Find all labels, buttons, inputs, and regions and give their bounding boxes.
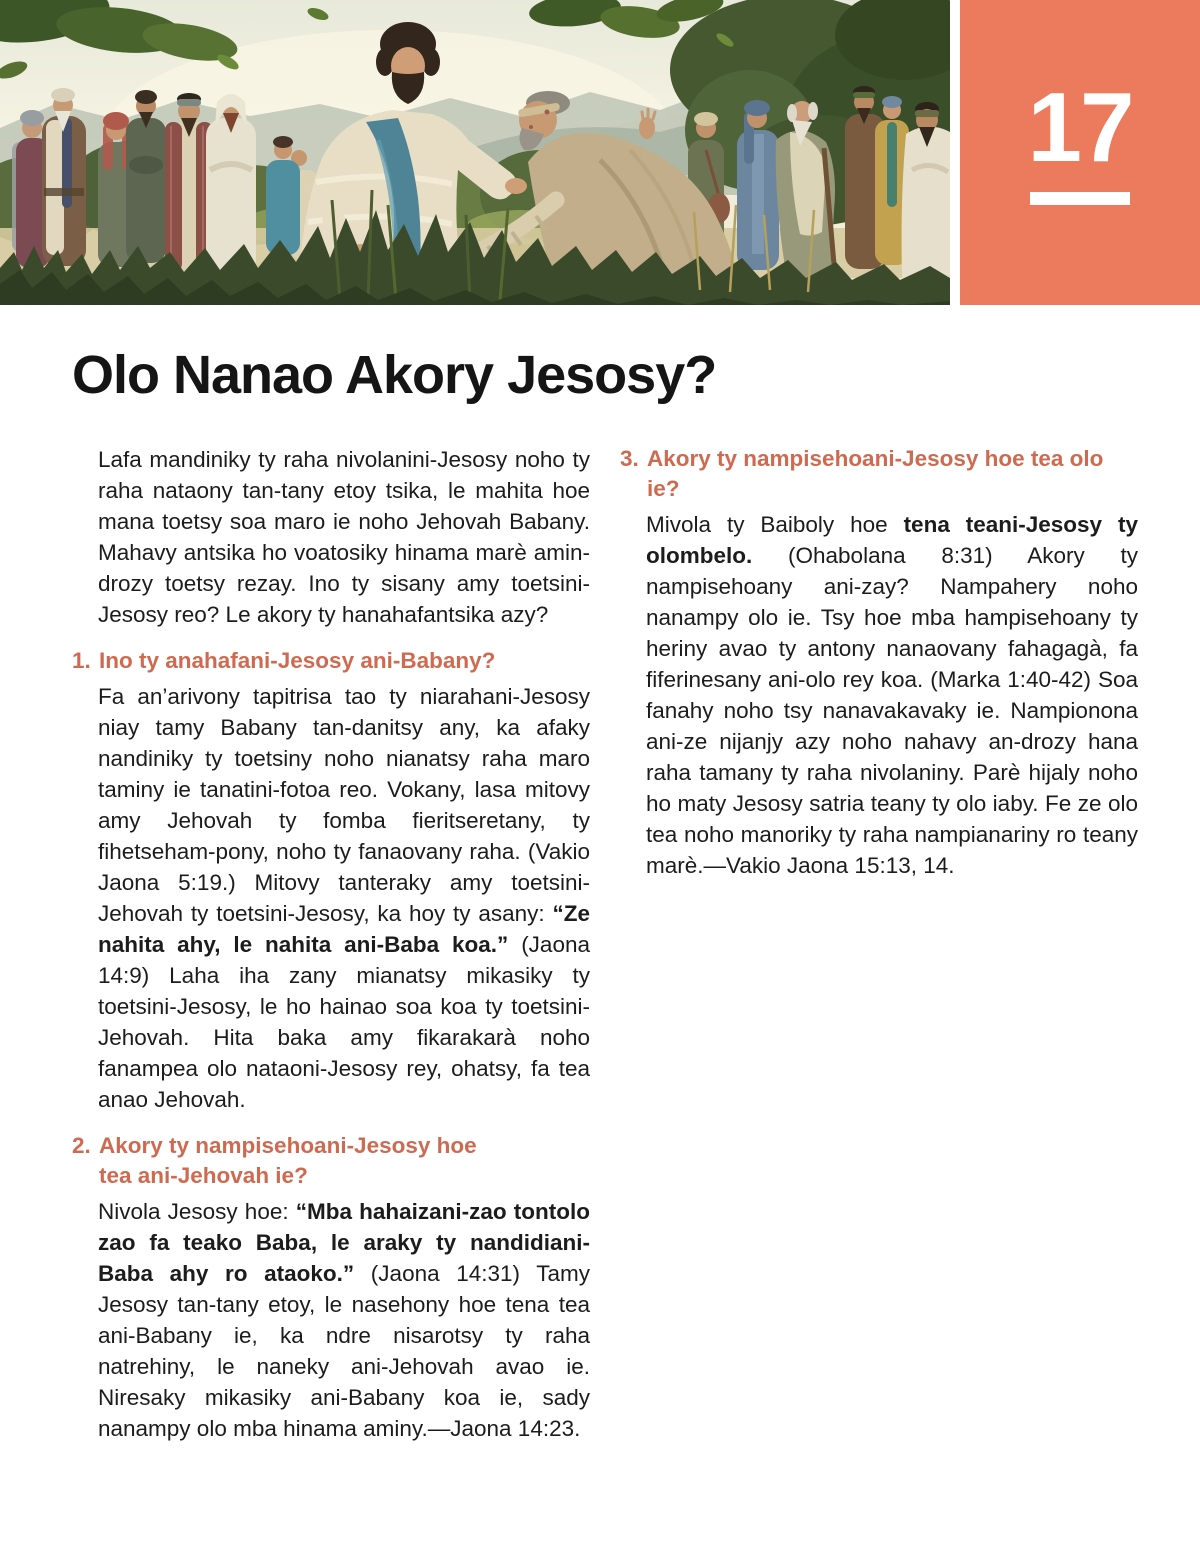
section-2	[72, 1131, 590, 1444]
body-text: Mivola ty Baiboly hoe	[646, 512, 904, 537]
section-3	[620, 444, 1138, 881]
body-text: Fa an’arivony tapitrisa tao ty niarahani-Jesosy niay tamy Babany tan-danitsy any, ka afaky nandiniky ty toetsiny noho nianatsy raha maro taminy ie tanatini-fotoa reo. Vokany, lasa mitovy amy Jehovah ty fomba fieritseretany, ty fihetseham-pony, noho ty fanaovany raha. (Vakio Jaona 5:19.) Mitovy tanteraky amy toetsini-Jehovah ty toetsini-Jesosy, ka hoy ty asany:	[98, 684, 590, 926]
scripture-quote-bold: “Mba hahaizani-zao tontolo zao fa teako Baba, le araky ty nandidiani-Baba ahy ro ataoko.”	[98, 1199, 590, 1286]
section-1-heading-text	[99, 646, 590, 676]
section-2-number: 2.	[72, 1133, 91, 1158]
page-title: Olo Nanao Akory Jesosy?	[72, 345, 717, 405]
section-3-heading	[620, 444, 1138, 504]
section-2-heading	[72, 1131, 590, 1191]
intro-paragraph: Lafa mandiniky ty raha nivolanini-Jesosy noho ty raha nataony tan-tany etoy tsika, le mahita hoe mana toetsy soa maro ie noho Jehovah Babany. Mahavy antsika ho voatosiky hinama marè amin-drozy toetsy rezay. Ino ty sisany amy toetsini-Jesosy reo? Le akory ty hanahafantsika azy?	[98, 447, 590, 627]
column-right	[620, 444, 1138, 1460]
hero-photo	[0, 0, 950, 305]
body-text: (Jaona 14:31) Tamy Jesosy tan-tany etoy, le nasehony hoe tena tea ani-Babany ie, ka ndre nisarotsy ty raha natrehiny, le naneky ani-Jehovah avao ie. Niresaky mikasiky ani-Babany koa ie, sady nanampy olo mba hinama aminy.—Jaona 14:23.	[98, 1261, 590, 1441]
section-2-heading-text	[99, 1131, 590, 1191]
heading-line: tea ani-Jehovah ie?	[99, 1163, 308, 1188]
section-1-heading	[72, 646, 590, 676]
section-1	[72, 646, 590, 1115]
body-text: (Ohabolana 8:31) Akory ty nampisehoany ani-zay? Nampahery noho nanampy olo ie. Tsy hoe mba hampisehoany ty heriny avao ty antony nanaovany fahagagà, fa fiferinesany ani-olo rey koa. (Marka 1:40-42) Soa fanahy noho tsy nanavakavaky ie. Nampionona ani-ze nijanjy azy noho nahavy an-drozy hana raha tamany ty raha nivolaniny. Parè hijaly noho ho maty Jesosy satria teany ty olo iaby. Fe ze olo tea noho manoriky ty raha nampianariny ro teany marè.—Vakio Jaona 15:13, 14.	[646, 543, 1138, 878]
heading-line: Ino ty anahafani-Jesosy ani-Babany?	[99, 648, 496, 673]
column-left	[72, 444, 590, 1460]
section-3-number: 3.	[620, 446, 639, 471]
chapter-number: 17	[1027, 72, 1133, 182]
scripture-quote-bold: tena teani-Jesosy ty olombelo.	[646, 512, 1139, 568]
heading-line: Akory ty nampisehoani-Jesosy hoe	[99, 1133, 477, 1158]
text-columns	[72, 444, 1138, 1460]
chapter-number-block	[960, 0, 1200, 305]
section-1-number: 1.	[72, 648, 91, 673]
hero-photo-illustration	[0, 0, 950, 305]
section-2-body	[98, 1196, 590, 1444]
chapter-number-underline	[1030, 192, 1130, 205]
section-3-heading-text	[647, 444, 1138, 504]
section-1-body	[98, 681, 590, 1115]
body-text: Nivola Jesosy hoe:	[98, 1199, 296, 1224]
body-text: (Jaona 14:9) Laha iha zany mianatsy mikasiky ty toetsini-Jesosy, le ho hainao soa koa ty toetsini-Jehovah. Hita baka amy fikarakarà noho fanampea olo nataoni-Jesosy rey, ohatsy, fa tea anao Jehovah.	[98, 932, 590, 1112]
hero-header	[0, 0, 1200, 305]
section-3-body	[646, 509, 1138, 881]
heading-line: Akory ty nampisehoani-Jesosy hoe tea olo ie?	[647, 446, 1104, 501]
scripture-quote-bold: “Ze nahita ahy, le nahita ani-Baba koa.”	[98, 901, 590, 957]
